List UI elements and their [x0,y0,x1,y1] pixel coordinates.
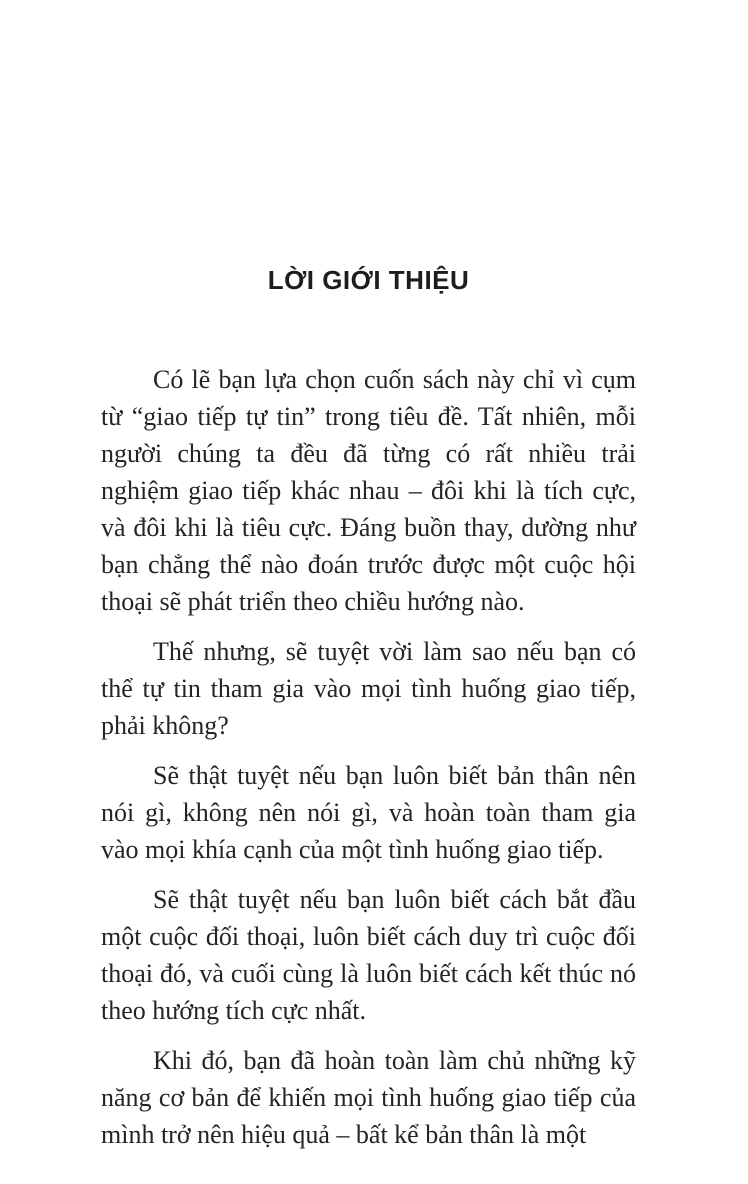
paragraph: Khi đó, bạn đã hoàn toàn làm chủ những kỹ năng cơ bản để khiến mọi tình huống giao tiếp của mình trở nên hiệu quả – bất kể bản thân là một [101,1046,636,1149]
paragraph: Sẽ thật tuyệt nếu bạn luôn biết bản thân nên nói gì, không nên nói gì, và hoàn toàn tham gia vào mọi khía cạnh của một tình huống giao tiếp. [101,761,636,864]
paragraph: Sẽ thật tuyệt nếu bạn luôn biết cách bắt đầu một cuộc đối thoại, luôn biết cách duy trì cuộc đối thoại đó, và cuối cùng là luôn biết cách kết thúc nó theo hướng tích cực nhất. [101,885,636,1025]
paragraph: Thế nhưng, sẽ tuyệt vời làm sao nếu bạn có thể tự tin tham gia vào mọi tình huống giao tiếp, phải không? [101,637,636,740]
paragraph: Có lẽ bạn lựa chọn cuốn sách này chỉ vì cụm từ “giao tiếp tự tin” trong tiêu đề. Tất nhiên, mỗi người chúng ta đều đã từng có rất nhiều trải nghiệm giao tiếp khác nhau – đôi khi là tích cực, và đôi khi là tiêu cực. Đáng buồn thay, dường như bạn chẳng thể nào đoán trước được một cuộc hội thoại sẽ phát triển theo chiều hướng nào. [101,365,636,616]
chapter-title: LỜI GIỚI THIỆU [267,265,470,295]
body-text [101,361,636,1153]
